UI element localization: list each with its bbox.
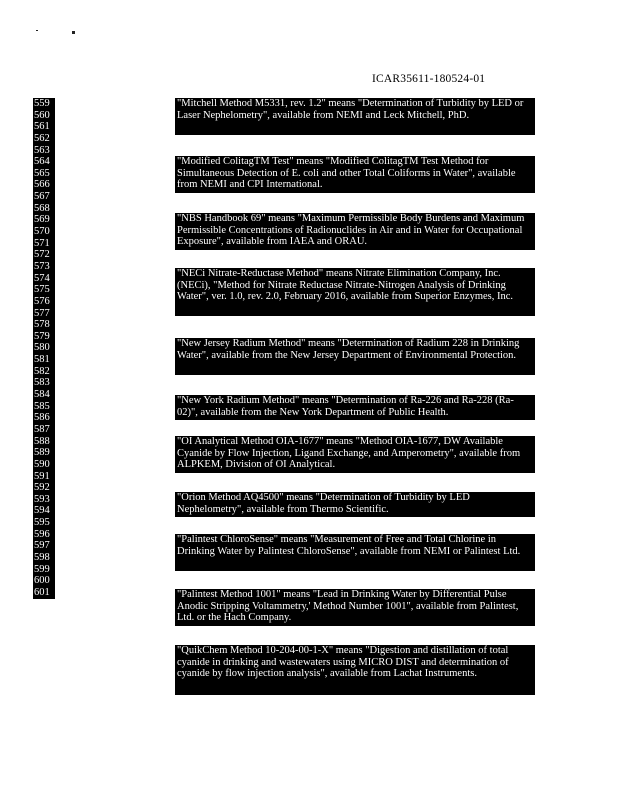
line-number: 580 <box>34 342 50 354</box>
line-number: 579 <box>34 330 50 342</box>
definition-orion-aq4500: "Orion Method AQ4500" means "Determination of Turbidity by LED Nephelometry", available from Thermo Scientific. <box>175 492 535 517</box>
line-number: 571 <box>34 237 50 249</box>
line-number: 584 <box>34 389 50 401</box>
line-number: 575 <box>34 284 50 296</box>
line-number: 588 <box>34 435 50 447</box>
line-number: 583 <box>34 377 50 389</box>
definition-palintest-chlorosense: "Palintest ChloroSense" means "Measurement of Free and Total Chlorine in Drinking Water by Palintest ChloroSense", available from NEMI or Palintest Ltd. <box>175 534 535 571</box>
line-number: 586 <box>34 412 50 424</box>
definition-palintest-method-1001: "Palintest Method 1001" means "Lead in Drinking Water by Differential Pulse Anodic Stripping Voltammetry,' Method Number 1001", available from Palintest, Ltd. or the Hach Company. <box>175 589 535 626</box>
line-number: 562 <box>34 132 50 144</box>
definition-modified-colitag: "Modified ColitagTM Test" means "Modified ColitagTM Test Method for Simultaneous Detection of E. coli and other Total Coliforms in Water", available from NEMI and CPI International. <box>175 156 535 193</box>
line-number: 595 <box>34 517 50 529</box>
line-number: 563 <box>34 144 50 156</box>
line-number: 600 <box>34 575 50 587</box>
line-number: 596 <box>34 528 50 540</box>
line-number: 581 <box>34 354 50 366</box>
line-number: 566 <box>34 179 50 191</box>
line-number: 601 <box>34 586 50 598</box>
line-number: 598 <box>34 551 50 563</box>
line-number: 591 <box>34 470 50 482</box>
line-number: 568 <box>34 202 50 214</box>
line-number: 593 <box>34 493 50 505</box>
line-number: 587 <box>34 423 50 435</box>
line-number: 599 <box>34 563 50 575</box>
definition-nbs-handbook-69: "NBS Handbook 69" means "Maximum Permissible Body Burdens and Maximum Permissible Concentrations of Radionuclides in Air and in Water for Occupational Exposure", available from IAEA and ORAU. <box>175 213 535 250</box>
line-number: 567 <box>34 191 50 203</box>
definition-new-york-radium: "New York Radium Method" means "Determination of Ra-226 and Ra-228 (Ra-02)", available from the New York Department of Public Health. <box>175 395 535 420</box>
line-number: 577 <box>34 307 50 319</box>
line-number: 574 <box>34 272 50 284</box>
document-id: ICAR35611-180524-01 <box>372 73 486 85</box>
definition-mitchell-m5331: "Mitchell Method M5331, rev. 1.2" means "Determination of Turbidity by LED or Laser Nephelometry", available from NEMI and Leck Mitchell, PhD. <box>175 98 535 135</box>
line-number: 597 <box>34 540 50 552</box>
definition-neci-nitrate-reductase: "NECi Nitrate-Reductase Method" means Nitrate Elimination Company, Inc. (NECi), "Method for Nitrate Reductase Nitrate-Nitrogen Analysis of Drinking Water", ver. 1.0, rev. 2.0, February 2016, available from Superior Enzymes, Inc. <box>175 268 535 316</box>
line-number: 589 <box>34 447 50 459</box>
line-number-column <box>33 98 55 599</box>
line-number: 560 <box>34 109 50 121</box>
line-number: 572 <box>34 249 50 261</box>
line-number: 564 <box>34 156 50 168</box>
line-number: 578 <box>34 319 50 331</box>
line-number: 561 <box>34 121 50 133</box>
line-number: 594 <box>34 505 50 517</box>
definition-quikchem-10-204-00-1-x: "QuikChem Method 10-204-00-1-X" means "Digestion and distillation of total cyanide in drinking and wastewaters using MICRO DIST and determination of cyanide by flow injection analysis", available from Lachat Instruments. <box>175 645 535 695</box>
line-number: 585 <box>34 400 50 412</box>
line-number: 565 <box>34 167 50 179</box>
line-number: 570 <box>34 226 50 238</box>
line-number: 573 <box>34 260 50 272</box>
scan-speck <box>36 30 38 31</box>
line-number: 590 <box>34 458 50 470</box>
line-number: 559 <box>34 98 50 109</box>
line-number: 592 <box>34 482 50 494</box>
scan-speck <box>72 31 75 34</box>
definition-new-jersey-radium: "New Jersey Radium Method" means "Determination of Radium 228 in Drinking Water", available from the New Jersey Department of Environmental Protection. <box>175 338 535 375</box>
line-number: 576 <box>34 295 50 307</box>
definition-oi-analytical-oia-1677: "OI Analytical Method OIA-1677" means "Method OIA-1677, DW Available Cyanide by Flow Injection, Ligand Exchange, and Amperometry", available from ALPKEM, Division of OI Analytical. <box>175 436 535 473</box>
line-number: 569 <box>34 214 50 226</box>
line-number: 582 <box>34 365 50 377</box>
